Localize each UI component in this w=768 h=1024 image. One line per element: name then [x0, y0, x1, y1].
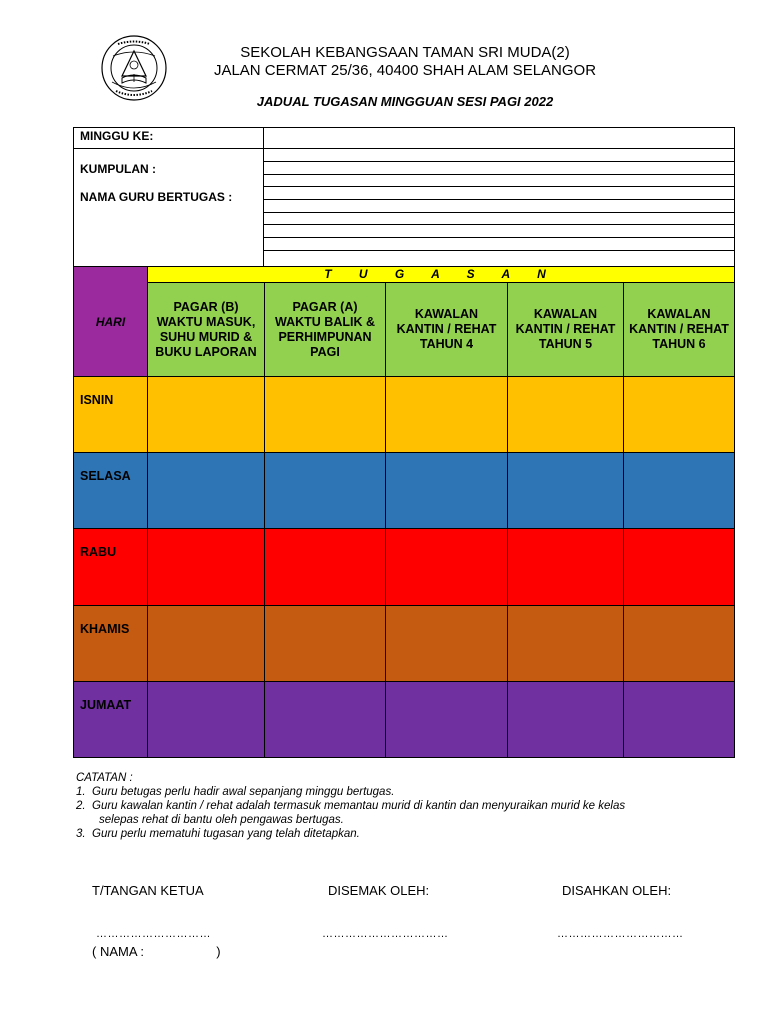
school-address: JALAN CERMAT 25/36, 40400 SHAH ALAM SELANGOR: [213, 62, 597, 79]
note-item-continued: selepas rehat di bantu oleh pengawas bertugas.: [99, 814, 344, 826]
duty-cell[interactable]: [623, 605, 735, 682]
school-crest-icon: [100, 34, 168, 102]
duty-cell[interactable]: [507, 528, 624, 605]
duty-cell[interactable]: [147, 605, 265, 682]
approved-by-label: DISAHKAN OLEH:: [562, 883, 672, 898]
duty-schedule-table: [73, 266, 735, 757]
duty-cell[interactable]: [264, 681, 386, 758]
day-label-isnin: ISNIN: [73, 376, 148, 453]
duty-cell[interactable]: [147, 681, 265, 758]
leader-signature-label: T/TANGAN KETUA: [92, 883, 204, 898]
day-label-rabu: RABU: [73, 528, 148, 605]
duty-cell[interactable]: [264, 376, 386, 453]
duty-header-canteen-year4: KAWALAN KANTIN / REHAT TAHUN 4: [385, 282, 508, 377]
checked-signature-line: ……………………………: [322, 928, 449, 940]
duty-cell[interactable]: [507, 605, 624, 682]
document-title: JADUAL TUGASAN MINGGUAN SESI PAGI 2022: [256, 94, 554, 109]
day-label-selasa: SELASA: [73, 452, 148, 529]
duty-cell[interactable]: [623, 452, 735, 529]
day-label-khamis: KHAMIS: [73, 605, 148, 682]
group-label: KUMPULAN :: [80, 162, 156, 176]
duty-cell[interactable]: [147, 452, 265, 529]
duty-cell[interactable]: [623, 376, 735, 453]
leader-signature-line: …………………………: [96, 928, 211, 940]
duty-cell[interactable]: [385, 452, 508, 529]
note-item: 1. Guru betugas perlu hadir awal sepanjang minggu bertugas.: [76, 786, 395, 798]
note-item: 2. Guru kawalan kantin / rehat adalah termasuk memantau murid di kantin dan menyuraikan murid ke kelas: [76, 800, 626, 812]
checked-by-label: DISEMAK OLEH:: [328, 883, 430, 898]
duty-cell[interactable]: [385, 376, 508, 453]
notes-heading: CATATAN :: [76, 772, 133, 784]
duty-cell[interactable]: [264, 605, 386, 682]
duty-cell[interactable]: [623, 681, 735, 758]
notes-section: [76, 771, 716, 841]
day-label-jumaat: JUMAAT: [73, 681, 148, 758]
duty-cell[interactable]: [147, 528, 265, 605]
duty-cell[interactable]: [385, 605, 508, 682]
day-column-header: HARI: [73, 266, 148, 377]
duty-cell[interactable]: [507, 376, 624, 453]
duty-teacher-label: NAMA GURU BERTUGAS :: [80, 190, 233, 204]
duties-banner: T U G A S A N: [147, 266, 735, 283]
duty-cell[interactable]: [385, 528, 508, 605]
duty-cell[interactable]: [147, 376, 265, 453]
duty-cell[interactable]: [385, 681, 508, 758]
duty-header-gate-a: PAGAR (A) WAKTU BALIK & PERHIMPUNAN PAGI: [264, 282, 386, 377]
duty-header-canteen-year5: KAWALAN KANTIN / REHAT TAHUN 5: [507, 282, 624, 377]
duty-cell[interactable]: [264, 452, 386, 529]
note-item: 3. Guru perlu mematuhi tugasan yang telah ditetapkan.: [76, 828, 360, 840]
name-line: ( NAMA : ): [92, 944, 221, 959]
school-header: [190, 44, 620, 80]
info-section: [73, 127, 735, 267]
duty-cell[interactable]: [264, 528, 386, 605]
duty-header-canteen-year6: KAWALAN KANTIN / REHAT TAHUN 6: [623, 282, 735, 377]
duty-header-gate-b: PAGAR (B) WAKTU MASUK, SUHU MURID & BUKU LAPORAN: [147, 282, 265, 377]
approved-signature-line: ……………………………: [557, 928, 684, 940]
duty-cell[interactable]: [507, 681, 624, 758]
school-name: SEKOLAH KEBANGSAAN TAMAN SRI MUDA(2): [240, 44, 570, 61]
duty-cell[interactable]: [507, 452, 624, 529]
duty-cell[interactable]: [623, 528, 735, 605]
week-label: MINGGU KE:: [80, 129, 154, 143]
